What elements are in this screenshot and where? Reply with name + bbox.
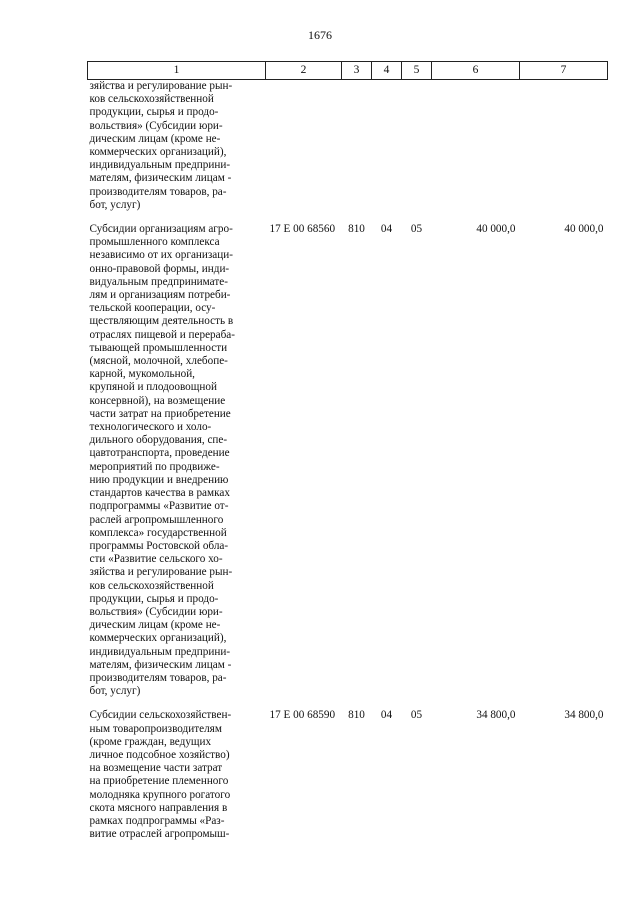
budget-table xyxy=(87,61,608,841)
row-code xyxy=(266,80,342,213)
row-description: Субсидии организациям агро- промышленного комплекса независимо от их организаци- онно-правовой формы, инди- видуальным предпринимате- лям и организациям потреби- тельской кооперации, осу- ществляющим деятельность в отраслях пищевой и перераба- тывающей промышленности (мясной, молочной, хлебопе- карной, мукомольной, крупяной и плодоовощной консервной), на возмещение части затрат на приобретение технологического и холо- дильного оборудования, спе- цавтотранспорта, проведение мероприятий по продвиже- нию продукции и внедрению стандартов качества в рамках подпрограммы «Развитие от- раслей агропромышленного комплекса» государственной программы Ростовской обла- сти «Развитие сельского хо- зяйства и регулирование рын- ков сельскохозяйственной продукции, сырья и продо- вольствия» (Субсидии юри- дическим лицам (кроме не- коммерческих организаций), индивидуальным предприни- мателям, физическим лицам - производителям товаров, ра- бот, услуг) xyxy=(89,223,235,698)
row-col-3: 810 xyxy=(348,223,365,236)
row-code: 17 Е 00 68560 xyxy=(269,223,336,236)
row-code: 17 Е 00 68590 xyxy=(269,709,336,722)
row-col-4: 04 xyxy=(380,709,393,722)
row-col-4: 04 xyxy=(380,223,393,236)
row-amount-2: 40 000,0 xyxy=(564,223,604,236)
row-amount-1: 34 800,0 xyxy=(476,709,516,722)
table-row xyxy=(88,698,608,841)
row-col-4 xyxy=(372,80,402,213)
row-amount-1: 40 000,0 xyxy=(476,223,516,236)
header-col-4: 4 xyxy=(372,62,402,80)
row-amount-2: 34 800,0 xyxy=(564,709,604,722)
page-number: 1676 xyxy=(308,28,332,42)
row-col-5 xyxy=(402,80,432,213)
row-col-3 xyxy=(342,80,372,213)
row-amount-1 xyxy=(432,80,520,213)
header-col-1: 1 xyxy=(88,62,266,80)
row-col-5: 05 xyxy=(410,223,423,236)
row-description: зяйства и регулирование рын- ков сельскохозяйственной продукции, сырья и продо- вольствия» (Субсидии юри- дическим лицам (кроме не- коммерческих организаций), индивидуальным предприни- мателям, физическим лицам - производителям товаров, ра- бот, услуг) xyxy=(89,80,233,211)
row-col-5: 05 xyxy=(410,709,423,722)
header-row xyxy=(88,62,608,80)
header-col-7: 7 xyxy=(520,62,608,80)
row-amount-2 xyxy=(520,80,608,213)
header-col-2: 2 xyxy=(266,62,342,80)
header-col-6: 6 xyxy=(432,62,520,80)
header-col-5: 5 xyxy=(402,62,432,80)
header-col-3: 3 xyxy=(342,62,372,80)
row-col-3: 810 xyxy=(348,709,365,722)
table-header xyxy=(88,62,608,80)
table-row xyxy=(88,80,608,213)
row-description: Субсидии сельскохозяйствен- ным товаропроизводителям (кроме граждан, ведущих личное подсобное хозяйство) на возмещение части затрат на приобретение племенного молодняка крупного рогатого скота мясного направления в рамках подпрограммы «Раз- витие отраслей агропромыш- xyxy=(89,709,232,841)
table-row xyxy=(88,212,608,698)
